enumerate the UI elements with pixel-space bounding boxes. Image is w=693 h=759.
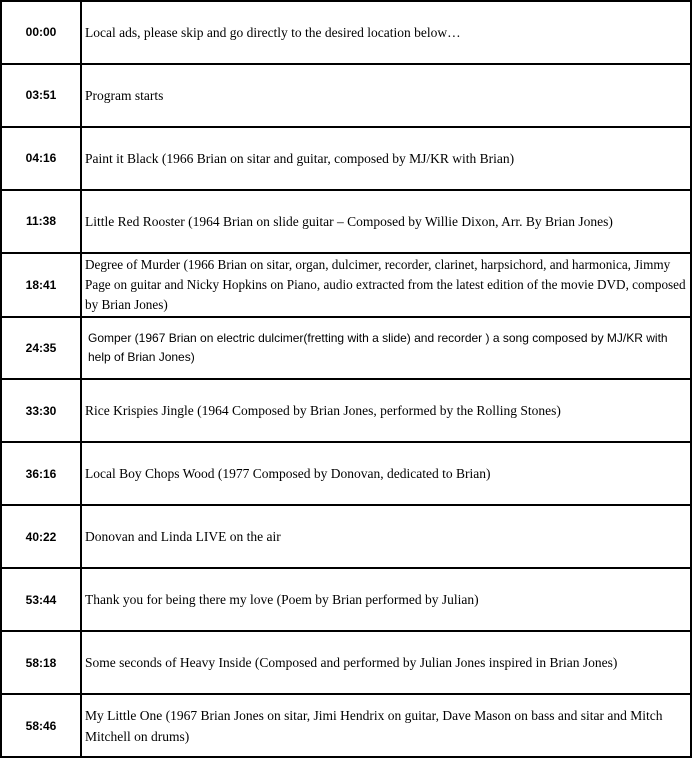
timestamp-cell: 40:22 <box>1 505 81 568</box>
table-row <box>1 505 691 568</box>
description-cell: Local ads, please skip and go directly to the desired location below… <box>81 1 691 64</box>
timestamp-cell: 36:16 <box>1 442 81 505</box>
description-cell: Little Red Rooster (1964 Brian on slide guitar – Composed by Willie Dixon, Arr. By Brian Jones) <box>81 190 691 253</box>
table-row <box>1 317 691 380</box>
table-row <box>1 253 691 317</box>
description-cell: Rice Krispies Jingle (1964 Composed by Brian Jones, performed by the Rolling Stones) <box>81 379 691 442</box>
description-cell: Local Boy Chops Wood (1977 Composed by Donovan, dedicated to Brian) <box>81 442 691 505</box>
description-cell: Program starts <box>81 64 691 127</box>
timestamp-cell: 24:35 <box>1 317 81 380</box>
timestamp-cell: 58:18 <box>1 631 81 694</box>
timestamp-cell: 04:16 <box>1 127 81 190</box>
timestamp-cell: 03:51 <box>1 64 81 127</box>
timestamp-cell: 33:30 <box>1 379 81 442</box>
description-cell: Some seconds of Heavy Inside (Composed and performed by Julian Jones inspired in Brian Jones) <box>81 631 691 694</box>
table-row <box>1 631 691 694</box>
table-row <box>1 190 691 253</box>
table-row <box>1 127 691 190</box>
timestamp-cell: 00:00 <box>1 1 81 64</box>
table-row <box>1 442 691 505</box>
description-cell: Thank you for being there my love (Poem by Brian performed by Julian) <box>81 568 691 631</box>
timestamp-cell: 58:46 <box>1 694 81 757</box>
table-row <box>1 568 691 631</box>
timestamp-cell: 11:38 <box>1 190 81 253</box>
table-row <box>1 1 691 64</box>
timestamp-cell: 53:44 <box>1 568 81 631</box>
description-cell: Degree of Murder (1966 Brian on sitar, organ, dulcimer, recorder, clarinet, harpsichord, and harmonica, Jimmy Page on guitar and Nicky Hopkins on Piano, audio extracted from the latest edition of the movie DVD, composed by Brian Jones) <box>81 253 691 317</box>
table-row <box>1 694 691 757</box>
table-row <box>1 379 691 442</box>
table-row <box>1 64 691 127</box>
description-cell: My Little One (1967 Brian Jones on sitar, Jimi Hendrix on guitar, Dave Mason on bass and sitar and Mitch Mitchell on drums) <box>81 694 691 757</box>
timestamp-cell: 18:41 <box>1 253 81 317</box>
description-cell: Gomper (1967 Brian on electric dulcimer(fretting with a slide) and recorder ) a song composed by MJ/KR with help of Brian Jones) <box>81 317 691 380</box>
description-cell: Donovan and Linda LIVE on the air <box>81 505 691 568</box>
description-cell: Paint it Black (1966 Brian on sitar and guitar, composed by MJ/KR with Brian) <box>81 127 691 190</box>
